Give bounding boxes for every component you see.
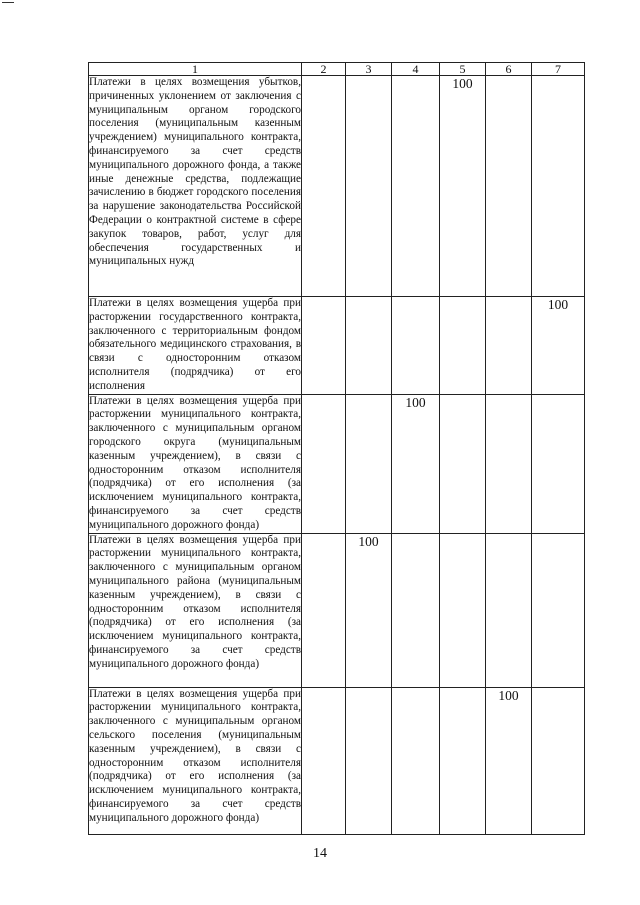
column-header: 4 — [392, 63, 440, 76]
table-cell — [486, 533, 532, 687]
table-cell — [532, 394, 585, 533]
header-row — [89, 63, 585, 76]
distribution-table — [88, 62, 585, 835]
table-cell — [532, 687, 585, 834]
table-cell — [302, 533, 346, 687]
table-cell — [346, 297, 392, 395]
column-header: 1 — [89, 63, 302, 76]
corner-mark — [2, 2, 14, 3]
table-row — [89, 76, 585, 297]
row-description: Платежи в целях возмещения ущерба при расторжении муниципального контракта, заключенного с муниципальным органом городского округа (муниципальным казенным учреждением), в связи с односторонним отказом исполнителя (подрядчика) от его исполнения (за исключением муниципального контракта, финансируемого за счет средств муниципального дорожного фонда) — [89, 394, 302, 533]
table-cell — [532, 533, 585, 687]
column-header: 7 — [532, 63, 585, 76]
table-cell — [392, 533, 440, 687]
table-row — [89, 394, 585, 533]
table-cell — [440, 297, 486, 395]
table-cell — [486, 76, 532, 297]
page-number: 14 — [313, 846, 327, 861]
table-cell — [302, 297, 346, 395]
table-cell — [346, 76, 392, 297]
table-cell — [302, 394, 346, 533]
table-row — [89, 297, 585, 395]
table-cell — [440, 394, 486, 533]
table-cell — [440, 687, 486, 834]
row-description: Платежи в целях возмещения ущерба при расторжении муниципального контракта, заключенного с муниципальным органом муниципального района (муниципальным казенным учреждением), в связи с односторонним отказом исполнителя (подрядчика) от его исполнения (за исключением муниципального контракта, финансируемого за счет средств муниципального дорожного фонда) — [89, 533, 302, 687]
table-cell — [302, 76, 346, 297]
table-cell — [392, 76, 440, 297]
table-cell: 100 — [346, 533, 392, 687]
table-cell — [346, 687, 392, 834]
table-cell — [346, 394, 392, 533]
table-cell: 100 — [440, 76, 486, 297]
table-cell: 100 — [392, 394, 440, 533]
table-cell — [392, 687, 440, 834]
table-cell — [440, 533, 486, 687]
column-header: 5 — [440, 63, 486, 76]
table-row — [89, 687, 585, 834]
table-cell — [532, 76, 585, 297]
table-row — [89, 533, 585, 687]
table-cell: 100 — [532, 297, 585, 395]
row-description: Платежи в целях возмещения ущерба при расторжении муниципального контракта, заключенного с муниципальным органом сельского поселения (муниципальным казенным учреждением), в связи с односторонним отказом исполнителя (подрядчика) от его исполнения (за исключением муниципального контракта, финансируемого за счет средств муниципального дорожного фонда) — [89, 687, 302, 834]
table-cell — [392, 297, 440, 395]
column-header: 2 — [302, 63, 346, 76]
table-cell — [486, 297, 532, 395]
row-description: Платежи в целях возмещения ущерба при расторжении государственного контракта, заключенного с территориальным фондом обязательного медицинского страхования, в связи с односторонним отказом исполнителя (подрядчика) от его исполнения — [89, 297, 302, 395]
table-cell — [302, 687, 346, 834]
column-header: 6 — [486, 63, 532, 76]
table-cell: 100 — [486, 687, 532, 834]
column-header: 3 — [346, 63, 392, 76]
row-description: Платежи в целях возмещения убытков, причиненных уклонением от заключения с муниципальным органом городского поселения (муниципальным казенным учреждением) муниципального контракта, финансируемого за счет средств муниципального дорожного фонда, а также иные денежные средства, подлежащие зачислению в бюджет городского поселения за нарушение законодательства Российской Федерации о контрактной системе в сфере закупок товаров, работ, услуг для обеспечения государственных и муниципальных нужд — [89, 76, 302, 297]
table-cell — [486, 394, 532, 533]
